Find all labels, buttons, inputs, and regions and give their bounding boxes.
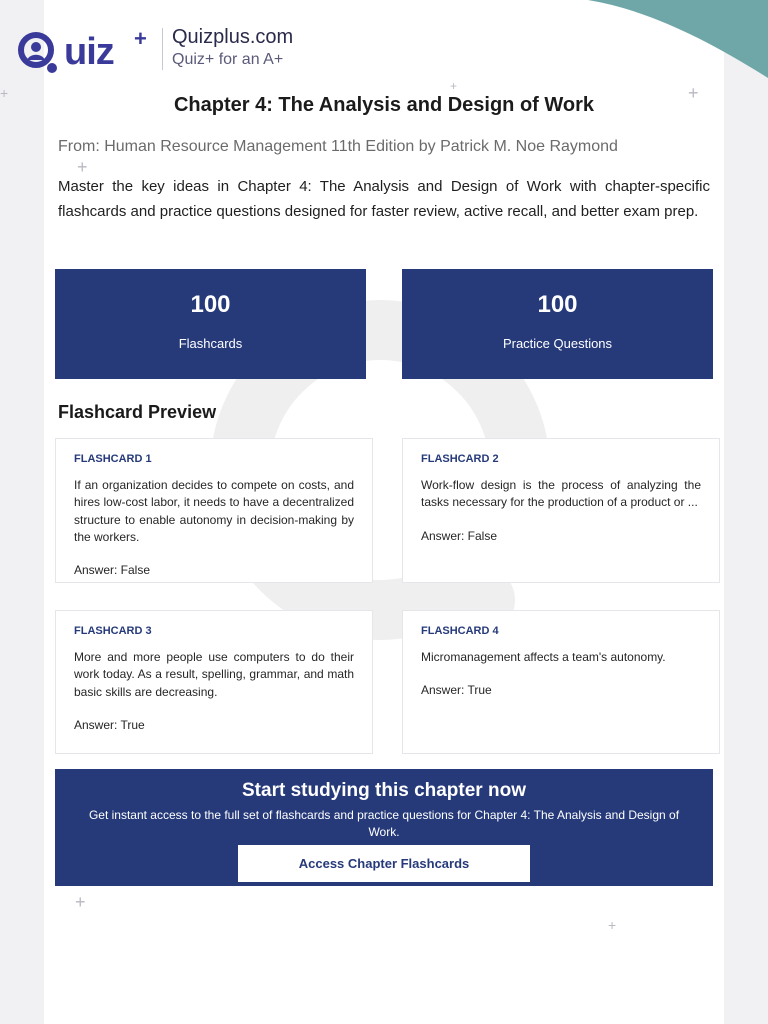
cta-banner <box>55 769 713 886</box>
flashcard-question: Work-flow design is the process of analyzing the tasks necessary for the production of a product or ... <box>421 478 701 510</box>
stat-box-practice-questions <box>402 269 713 379</box>
decor-plus-icon: + <box>450 79 458 93</box>
access-flashcards-button[interactable]: Access Chapter Flashcards <box>238 845 530 882</box>
stat-box-flashcards <box>55 269 366 379</box>
flashcard-label: FLASHCARD 3 <box>74 625 152 637</box>
flashcard-label: FLASHCARD 1 <box>74 453 152 465</box>
flashcard-answer: Answer: False <box>74 563 151 578</box>
quizplus-logo[interactable] <box>16 24 306 80</box>
decor-plus-icon: + <box>0 85 9 101</box>
logo-q-icon <box>16 30 60 74</box>
stat-number: 100 <box>190 291 231 318</box>
logo-divider <box>162 28 163 70</box>
cta-text: Get instant access to the full set of flashcards and practice questions for Chapter 4: The Analysis and Design of Work. <box>88 808 680 839</box>
flashcard <box>55 610 373 754</box>
flashcard-answer: Answer: True <box>421 683 492 698</box>
logo-wordmark: uiz <box>64 31 114 73</box>
page-title: Chapter 4: The Analysis and Design of Work <box>173 94 595 116</box>
flashcard <box>402 610 720 754</box>
logo-plus: + <box>134 26 147 51</box>
decor-plus-icon: + <box>75 892 86 912</box>
flashcard-question: Micromanagement affects a team's autonomy. <box>421 650 666 664</box>
stat-number: 100 <box>537 291 578 318</box>
stat-label: Practice Questions <box>502 336 613 351</box>
flashcard-answer: Answer: True <box>74 717 145 732</box>
cta-heading: Start studying this chapter now <box>242 780 526 801</box>
book-source: From: Human Resource Management 11th Edition by Patrick M. Noe Raymond <box>58 138 618 155</box>
flashcard-question: If an organization decides to compete on costs, and hires low-cost labor, it needs to have a decentralized structure to enable autonomy in decision-making by the workers. <box>74 478 354 544</box>
flashcard <box>55 438 373 583</box>
decor-plus-icon: + <box>688 83 699 103</box>
flashcard-question: More and more people use computers to do their work today. As a result, spelling, grammar, and math basic skills are decreasing. <box>74 650 354 699</box>
decor-plus-icon: + <box>77 157 88 177</box>
stat-label: Flashcards <box>178 336 243 351</box>
logo-site-name: Quizplus.com <box>172 26 294 48</box>
decorative-wave <box>568 0 768 90</box>
flashcard <box>402 438 720 583</box>
flashcard-label: FLASHCARD 4 <box>421 625 499 637</box>
decor-plus-icon: + <box>608 917 617 933</box>
intro-paragraph: Master the key ideas in Chapter 4: The Analysis and Design of Work with chapter-specific flashcards and practice questions designed for faster review, active recall, and better exam prep. <box>58 178 710 220</box>
flashcard-label: FLASHCARD 2 <box>421 453 499 465</box>
flashcard-preview-heading: Flashcard Preview <box>58 402 217 422</box>
logo-tagline: Quiz+ for an A+ <box>172 51 284 68</box>
flashcard-answer: Answer: False <box>421 528 498 543</box>
